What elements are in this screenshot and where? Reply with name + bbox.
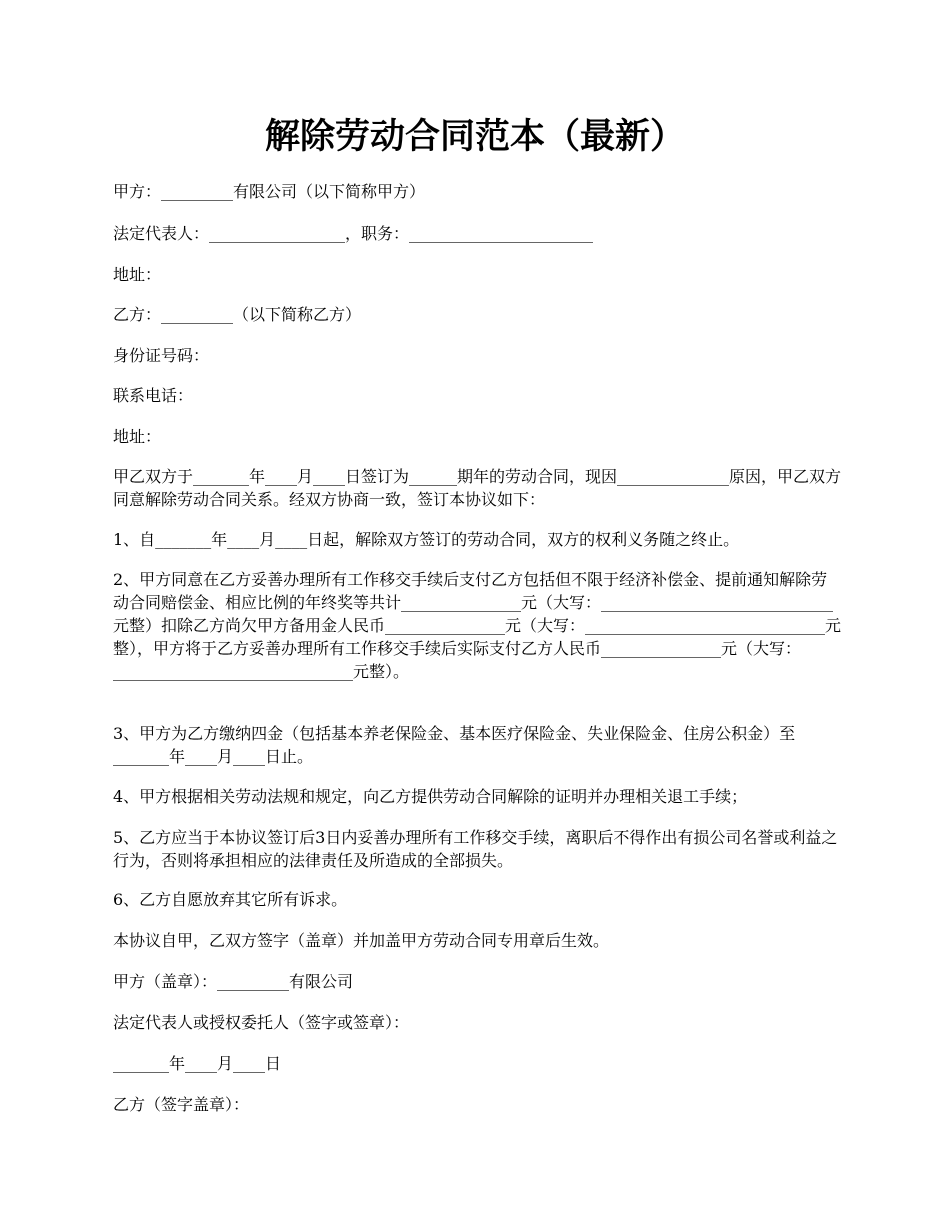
party-b-signature-line: 乙方（签字盖章）：: [113, 1095, 250, 1114]
authorized-signature-line: 法定代表人或授权委托人（签字或签章）：: [113, 1013, 410, 1032]
party-b-address-line: 地址：: [113, 427, 162, 446]
clause-4: 4、甲方根据相关劳动法规和规定，向乙方提供劳动合同解除的证明并办理相关退工手续；: [113, 787, 748, 806]
party-b-line: 乙方：_________（以下简称乙方）: [113, 305, 362, 324]
party-a-address-line: 地址：: [113, 265, 162, 284]
date-line: _______年____月____日: [113, 1054, 282, 1073]
legal-representative-line: 法定代表人：_________________，职务：_______________________: [113, 224, 594, 243]
party-a-seal-line: 甲方（盖章）：_________有限公司: [113, 972, 354, 991]
effective-clause: 本协议自甲，乙双方签字（盖章）并加盖甲方劳动合同专用章后生效。: [113, 931, 610, 950]
party-a-line: 甲方：_________有限公司（以下简称甲方）: [113, 182, 426, 201]
clause-5: 5、乙方应当于本协议签订后3日内妥善办理所有工作移交手续，离职后不得作出有损公司名誉或利益之行为，否则将承担相应的法律责任及所造成的全部损失。: [113, 828, 838, 870]
clause-2: 2、甲方同意在乙方妥善办理所有工作移交手续后支付乙方包括但不限于经济补偿金、提前通知解除劳动合同赔偿金、相应比例的年终奖等共计_______________元（大写：_____________________________元整）扣除乙方尚欠甲方备用金人民币_______________元（大写：______________________________元整），甲方将于乙方妥善办理所有工作移交手续后实际支付乙方人民币_______________元（大写：______________________________元整）。: [113, 570, 842, 681]
clause-1: 1、自_______年____月____日起，解除双方签订的劳动合同，双方的权利义务随之终止。: [113, 530, 740, 549]
clause-3: 3、甲方为乙方缴纳四金（包括基本养老保险金、基本医疗保险金、失业保险金、住房公积金）至_______年____月____日止。: [113, 724, 796, 766]
clause-6: 6、乙方自愿放弃其它所有诉求。: [113, 890, 348, 909]
id-number-line: 身份证号码：: [113, 346, 210, 365]
intro-paragraph: 甲乙双方于_______年____月____日签订为______期年的劳动合同，现因______________原因，甲乙双方同意解除劳动合同关系。经双方协商一致，签订本协议如下：: [113, 467, 842, 509]
document-title: 解除劳动合同范本（最新）: [264, 116, 685, 157]
phone-line: 联系电话：: [113, 386, 194, 405]
